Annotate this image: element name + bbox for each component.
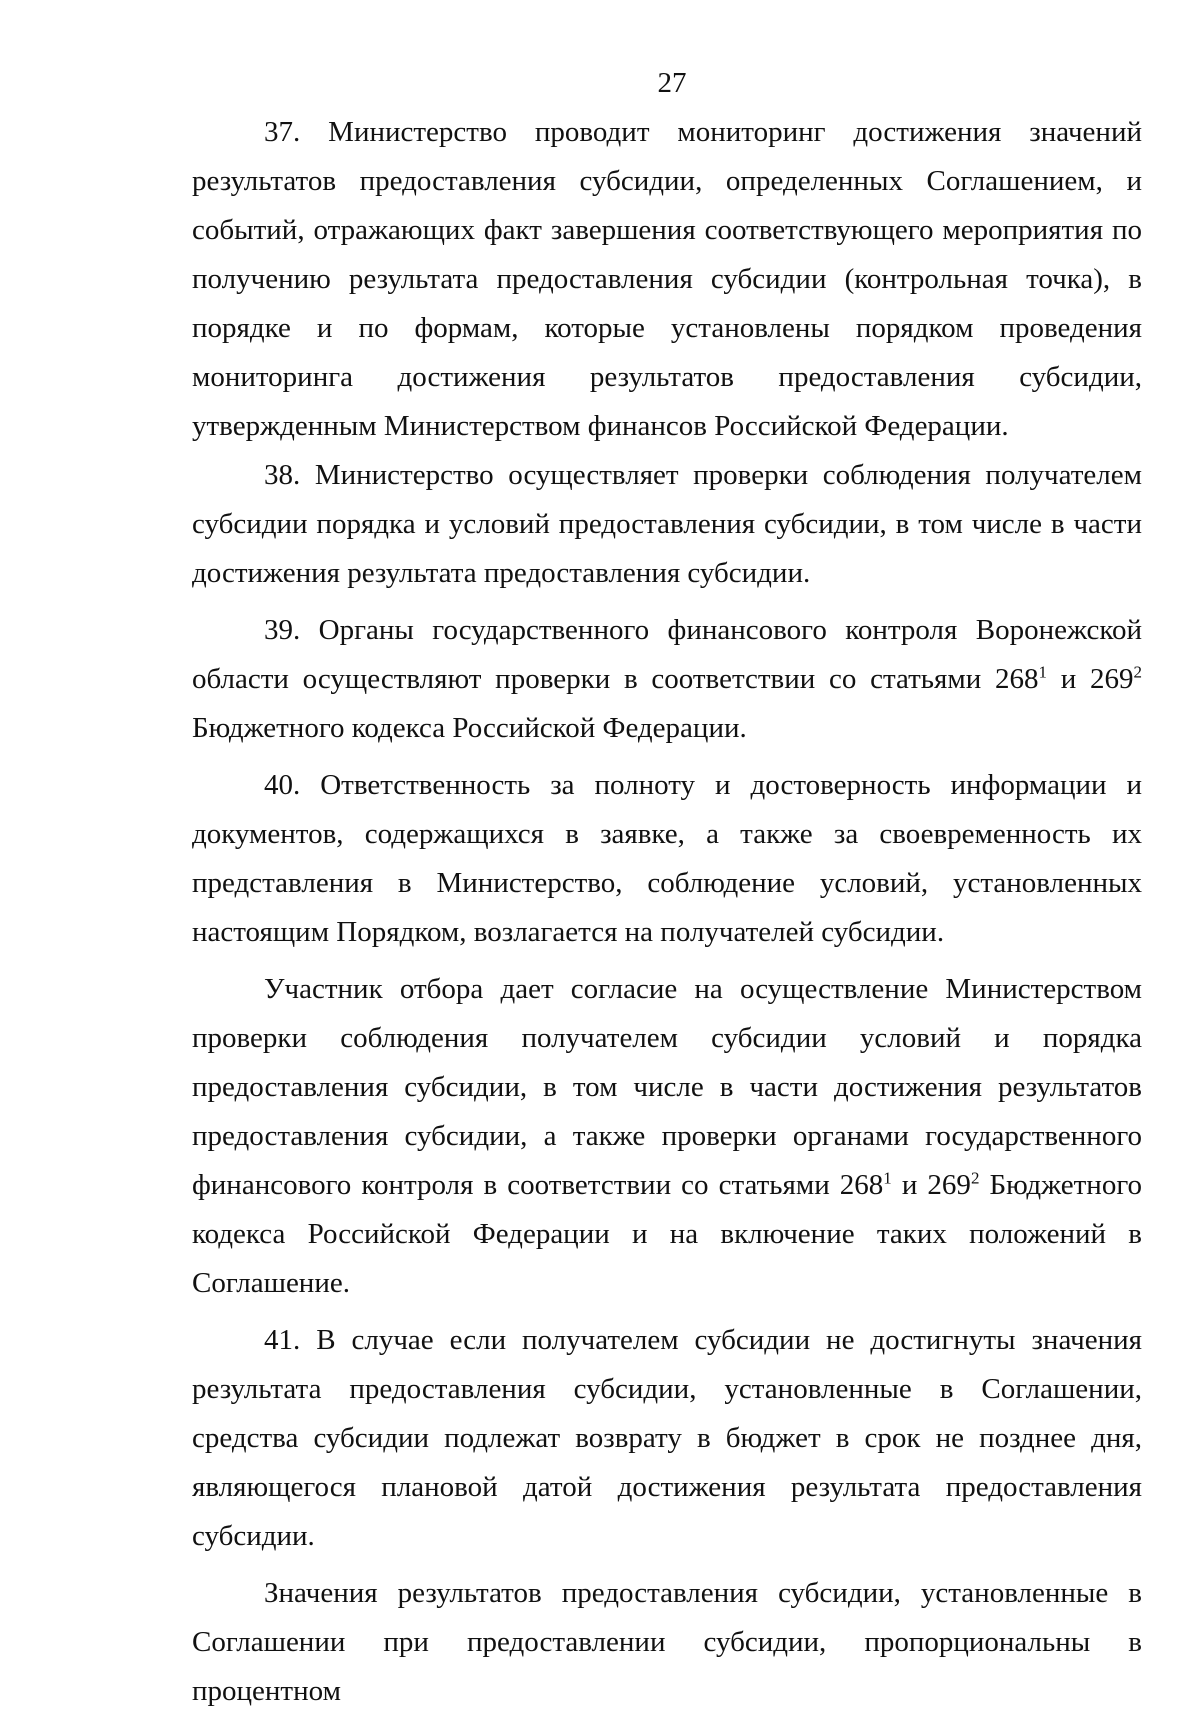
superscript: 1 — [1038, 662, 1047, 682]
paragraph-40: 40. Ответственность за полноту и достоверность информации и документов, содержащихся в заявке, а также за своевременность их представления в Министерство, соблюдение условий, установленных настоящим Порядком, возлагается на получателей субсидии. — [192, 769, 1142, 948]
paragraph-39 — [192, 606, 1142, 753]
paragraph-39-text: и 269 — [1046, 663, 1134, 695]
paragraph-39-text: Бюджетного кодекса Российской Федерации. — [192, 712, 747, 744]
paragraph-values: Значения результатов предоставления субсидии, установленные в Соглашении при предоставлении субсидии, пропорциональны в процентном — [192, 1577, 1142, 1707]
paragraph-37: 37. Министерство проводит мониторинг достижения значений результатов предоставления субсидии, определенных Соглашением, и событий, отражающих факт завершения соответствующего мероприятия по получению результата предоставления субсидии (контрольная точка), в порядке и по формам, которые установлены порядком проведения мониторинга достижения результатов предоставления субсидии, утвержденным Министерством финансов Российской Федерации. — [192, 116, 1142, 442]
paragraph-41: 41. В случае если получателем субсидии не достигнуты значения результата предоставления субсидии, установленные в Соглашении, средства субсидии подлежат возврату в бюджет в срок не позднее дня, являющегося плановой датой достижения результата предоставления субсидии. — [192, 1324, 1142, 1552]
paragraph-consent-text: Участник отбора дает согласие на осуществление Министерством проверки соблюдения получателем субсидии условий и порядка предоставления субсидии, в том числе в части достижения результатов предоставления субсидии, а также проверки органами государственного финансового контроля в соответствии со статьями 268 — [192, 973, 1142, 1201]
paragraph-39-text: 39. Органы государственного финансового контроля Воронежской области осуществляют проверки в соответствии со статьями 268 — [192, 614, 1142, 695]
page-number: 27 — [657, 67, 687, 99]
superscript: 1 — [883, 1168, 892, 1188]
superscript: 2 — [1133, 662, 1142, 682]
superscript: 2 — [970, 1168, 980, 1188]
paragraph-consent-text: и 269 — [891, 1169, 971, 1201]
paragraph-consent-text: Бюджетного кодекса Российской Федерации и на включение таких положений в Соглашение. — [192, 1169, 1142, 1299]
document-page — [192, 58, 1142, 1716]
paragraph-38: 38. Министерство осуществляет проверки соблюдения получателем субсидии порядка и условий предоставления субсидии, в том числе в части достижения результата предоставления субсидии. — [192, 459, 1142, 589]
paragraph-consent — [192, 965, 1142, 1308]
